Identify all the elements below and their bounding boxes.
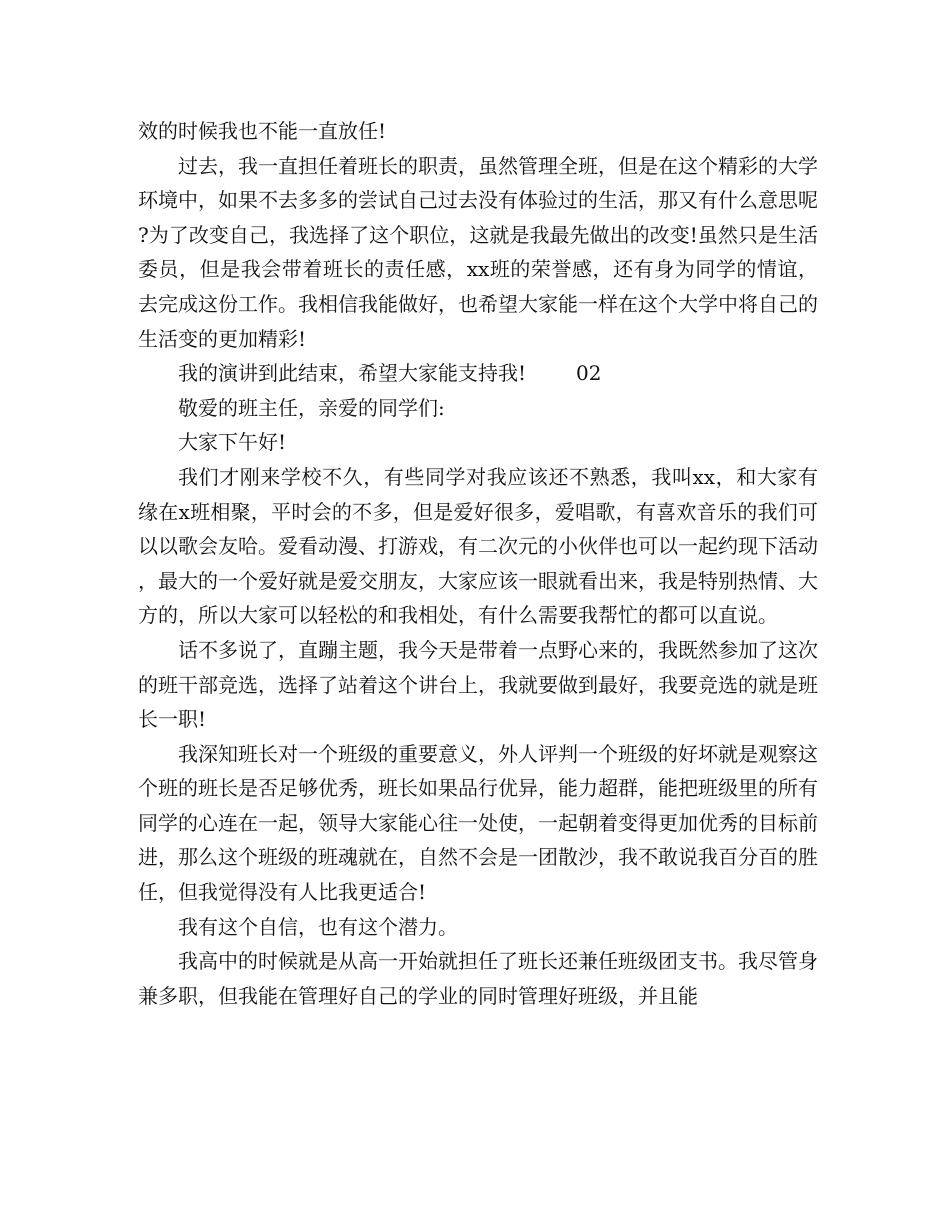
section-number: 02 <box>576 361 602 386</box>
paragraph-3 <box>138 356 818 391</box>
closing-line: 我的演讲到此结束，希望大家能支持我! <box>178 361 527 386</box>
salutation: 敬爱的班主任，亲爱的同学们: <box>178 395 445 420</box>
document-body <box>138 114 818 1013</box>
paragraph-7: 话不多说了，直蹦主题，我今天是带着一点野心来的，我既然参加了这次的班干部竞选，选择了站着这个讲台上，我就要做到最好，我要竞选的就是班长一职! <box>138 637 818 732</box>
paragraph-1: 效的时候我也不能一直放任! <box>138 119 387 143</box>
greeting: 大家下午好! <box>178 430 287 455</box>
paragraph-9: 我有这个自信，也有这个潜力。 <box>178 914 458 939</box>
paragraph-8: 我深知班长对一个班级的重要意义，外人评判一个班级的好坏就是观察这个班的班长是否足够优秀，班长如果品行优异，能力超群，能把班级里的所有同学的心连在一起，领导大家能心往一处使，一起朝着变得更加优秀的目标前进，那么这个班级的班魂就在，自然不会是一团散沙，我不敢说我百分百的胜任，但我觉得没有人比我更适合! <box>138 741 818 905</box>
paragraph-6: 我们才刚来学校不久，有些同学对我应该还不熟悉，我叫xx，和大家有缘在x班相聚，平时会的不多，但是爱好很多，爱唱歌，有喜欢音乐的我们可以以歌会友哈。爱看动漫、打游戏，有二次元的小伙伴也可以一起约现下活动，最大的一个爱好就是爱交朋友，大家应该一眼就看出来，我是特别热情、大方的，所以大家可以轻松的和我相处，有什么需要我帮忙的都可以直说。 <box>138 464 818 628</box>
paragraph-2: 过去，我一直担任着班长的职责，虽然管理全班，但是在这个精彩的大学环境中，如果不去多多的尝试自己过去没有体验过的生活，那又有什么意思呢?为了改变自己，我选择了这个职位，这就是我最先做出的改变!虽然只是生活委员，但是我会带着班长的责任感，xx班的荣誉感，还有身为同学的情谊，去完成这份工作。我相信我能做好，也希望大家能一样在这个大学中将自己的生活变的更加精彩! <box>138 153 818 351</box>
paragraph-10: 我高中的时候就是从高一开始就担任了班长还兼任班级团支书。我尽管身兼多职，但我能在管理好自己的学业的同时管理好班级，并且能 <box>138 949 818 1008</box>
